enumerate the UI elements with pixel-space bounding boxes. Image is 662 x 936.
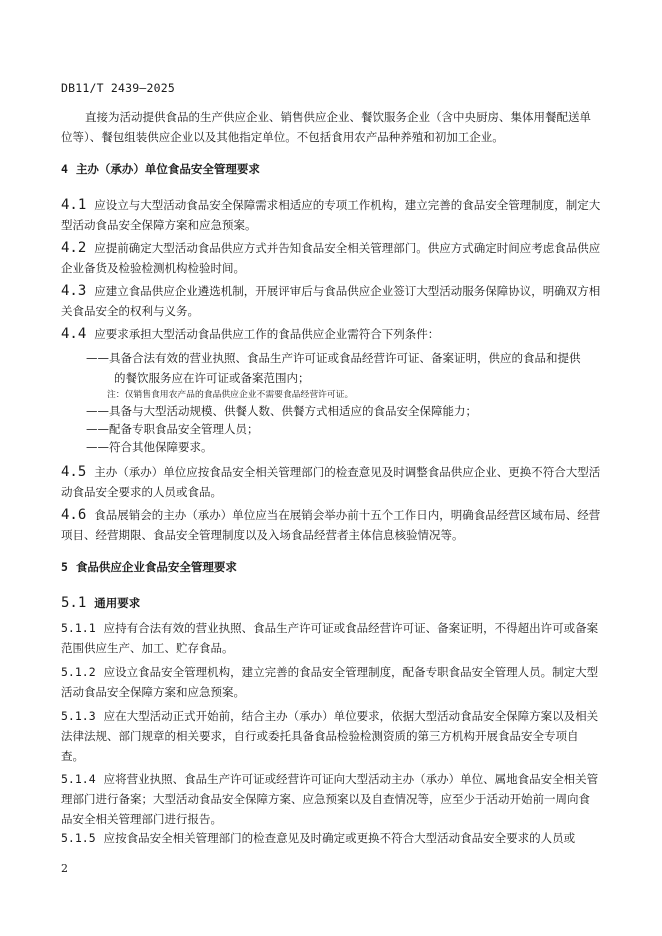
list-item-text: ——符合其他保障要求。: [86, 440, 213, 454]
subsection-number: 5.1: [61, 595, 87, 611]
list-item: [86, 419, 606, 439]
clause-text: 应按食品安全相关管理部门的检查意见及时确定或更换不符合大型活动食品安全要求的人员或: [103, 831, 576, 845]
list-item-text: ——具备与大型活动规模、供餐人数、供餐方式相适应的食品安全保障能力；: [86, 404, 477, 418]
clause-5-1-3: [61, 706, 601, 766]
clause-4-1: [61, 195, 601, 235]
section-number: 5: [61, 560, 68, 574]
clause-number: 5.1.5: [61, 831, 96, 845]
clause-4-3: [61, 281, 601, 321]
page-number: 2: [61, 862, 68, 875]
standard-code: DB11/T 2439—2025: [61, 81, 175, 95]
list-item: [86, 348, 606, 388]
clause-number: 4.3: [61, 283, 87, 299]
clause-4-2: [61, 238, 601, 278]
clause-4-4: [61, 324, 601, 344]
note: 注：仅销售食用农产品的食品供应企业不需要食品经营许可证。: [107, 390, 354, 400]
clause-5-1-2: [61, 662, 601, 702]
clause-text: 应建立食品供应企业遴选机制，开展评审后与食品供应企业签订大型活动服务保障协议，明确双方相关食品安全的权利与义务。: [61, 284, 601, 318]
clause-text: 应在大型活动正式开始前，结合主办（承办）单位要求，依据大型活动食品安全保障方案以及相关法律法规、部门规章的相关要求，自行或委托具备食品检验检测资质的第三方机构开展食品安全专项自查。: [61, 709, 599, 763]
section-number: 4: [61, 162, 68, 176]
clause-number: 5.1.3: [61, 709, 96, 723]
clause-number: 5.1.1: [61, 621, 96, 635]
clause-text: 应要求承担大型活动食品供应工作的食品供应企业需符合下列条件：: [94, 327, 440, 341]
list-item-continuation: 的餐饮服务应在许可证或备案范围内；: [114, 371, 310, 385]
clause-4-6: [61, 505, 601, 545]
list-item: [86, 437, 606, 457]
clause-number: 5.1.4: [61, 772, 96, 786]
subsection-title: 通用要求: [94, 596, 141, 610]
intro-paragraph: 直接为活动提供食品的生产供应企业、销售供应企业、餐饮服务企业（含中央厨房、集体用餐配送单位等）、餐包组装供应企业以及其他指定单位。不包括食用农产品种养殖和初加工企业。: [61, 110, 591, 144]
clause-text: 食品展销会的主办（承办）单位应当在展销会举办前十五个工作日内，明确食品经营区域布局、经营项目、经营期限、食品安全管理制度以及入场食品经营者主体信息核验情况等。: [61, 508, 601, 542]
section-title: 主办（承办）单位食品安全管理要求: [75, 162, 260, 176]
clause-text: 主办（承办）单位应按食品安全相关管理部门的检查意见及时调整食品供应企业、更换不符合大型活动食品安全要求的人员或食品。: [61, 465, 601, 499]
clause-text: 应持有合法有效的营业执照、食品生产许可证或食品经营许可证、备案证明，不得超出许可或备案范围供应生产、加工、贮存食品。: [61, 621, 599, 655]
section-title: 食品供应企业食品安全管理要求: [75, 560, 237, 574]
clause-text: 应设立食品安全管理机构，建立完善的食品安全管理制度，配备专职食品安全管理人员。制定大型活动食品安全保障方案和应急预案。: [61, 665, 599, 699]
clause-number: 4.5: [61, 464, 87, 480]
clause-text: 应提前确定大型活动食品供应方式并告知食品安全相关管理部门。供应方式确定时间应考虑食品供应企业备货及检验检测机构检验时间。: [61, 241, 601, 275]
section-4-heading: [61, 159, 601, 179]
list-item-text: ——配备专职食品安全管理人员；: [86, 422, 259, 436]
clause-text: 应设立与大型活动食品安全保障需求相适应的专项工作机构，建立完善的食品安全管理制度，制定大型活动食品安全保障方案和应急预案。: [61, 198, 601, 232]
clause-5-1-5: [61, 828, 601, 848]
clause-number: 4.1: [61, 197, 87, 213]
subsection-5-1-heading: [61, 593, 601, 613]
clause-text: 应将营业执照、食品生产许可证或经营许可证向大型活动主办（承办）单位、属地食品安全相关管理部门进行备案；大型活动食品安全保障方案、应急预案以及自查情况等，应至少于活动开始前一周向食品安全相关管理部门进行报告。: [61, 772, 599, 826]
clause-5-1-4: [61, 769, 601, 829]
clause-number: 4.4: [61, 326, 87, 342]
section-5-heading: [61, 557, 601, 577]
list-item: [86, 401, 606, 421]
clause-number: 4.2: [61, 240, 87, 256]
clause-5-1-1: [61, 618, 601, 658]
clause-number: 4.6: [61, 507, 87, 523]
list-item-text: ——具备合法有效的营业执照、食品生产许可证或食品经营许可证、备案证明，供应的食品和提供: [86, 351, 581, 365]
clause-number: 5.1.2: [61, 665, 96, 679]
clause-4-5: [61, 462, 601, 502]
